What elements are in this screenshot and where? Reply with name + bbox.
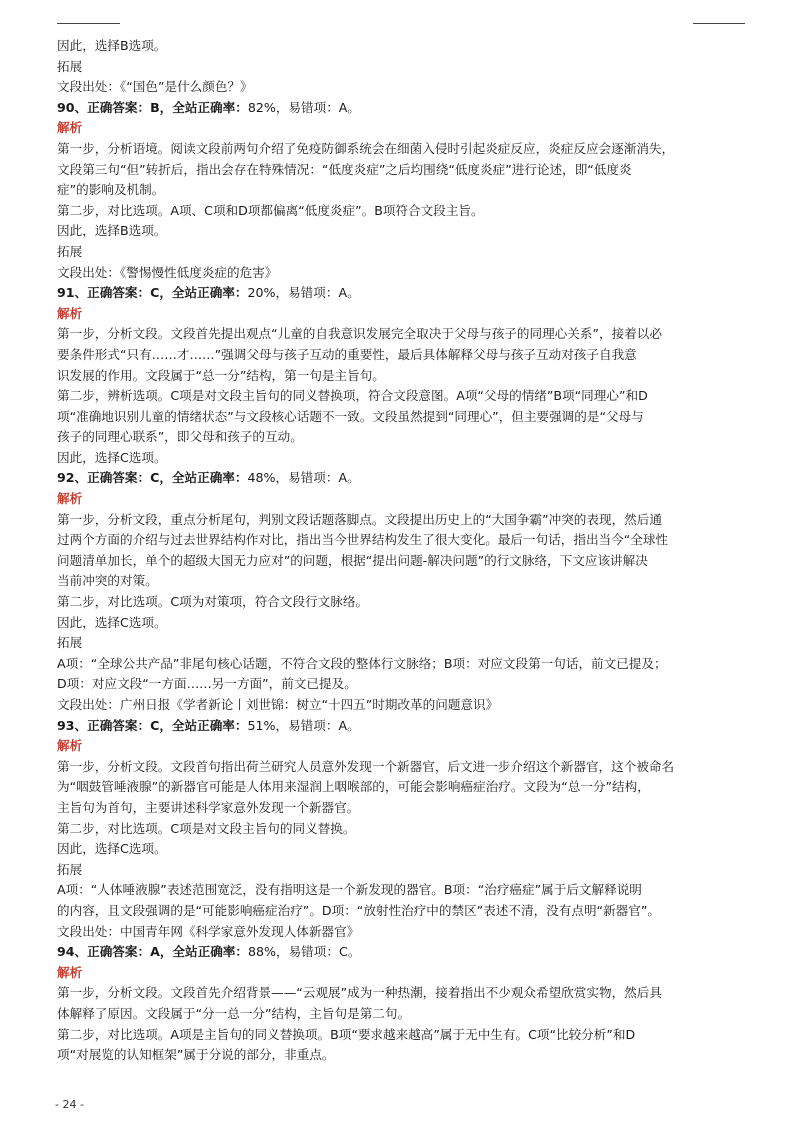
text-line: [57, 983, 747, 1004]
analysis-heading: [57, 118, 747, 139]
line-text: 项“对展览的认知框架”属于分说的部分，非重点。: [57, 1047, 335, 1063]
line-text: 第一步，分析文段。文段首先提出观点“儿童的自我意识发展完全取决于父母与孩子的同理心关系”，接着以必: [57, 326, 662, 342]
line-text: 解析: [57, 305, 83, 321]
answer-line: [57, 716, 747, 737]
text-line: [57, 860, 747, 881]
answer-stats: 51%，易错项：A。: [247, 717, 360, 733]
answer-line: [57, 468, 747, 489]
line-text: 第二步，对比选项。A项、C项和D项都偏离“低度炎症”。B项符合文段主旨。: [57, 202, 484, 218]
text-line: [57, 757, 747, 778]
text-line: [57, 777, 747, 798]
answer-stats: 82%，易错项：A。: [247, 99, 361, 115]
line-text: 第一步，分析文段。文段首先介绍背景——“云观展”成为一种热潮，接着指出不少观众希望欣赏实物，然后具: [57, 985, 662, 1001]
line-text: 92、正确答案：C，全站正确率：: [57, 470, 248, 486]
answer-line: [57, 942, 747, 963]
analysis-heading: [57, 304, 747, 325]
text-line: [57, 448, 747, 469]
text-line: [57, 901, 747, 922]
text-line: [57, 180, 747, 201]
analysis-heading: [57, 489, 747, 510]
line-text: 解析: [57, 964, 83, 980]
line-text: 第一步，分析文段。文段首句指出荷兰研究人员意外发现一个新器官，后文进一步介绍这个新器官，这个被命名: [57, 758, 675, 774]
header-rule-left: [57, 23, 120, 24]
line-text: 因此，选择C选项。: [57, 841, 167, 857]
line-text: 93、正确答案：C，全站正确率：: [57, 717, 248, 733]
line-text: 第二步，对比选项。C项为对策项，符合文段行文脉络。: [57, 594, 369, 610]
line-text: A项：“全球公共产品”非尾句核心话题，不符合文段的整体行文脉络；B项：对应文段第一句话，前文已提及；: [57, 655, 667, 671]
text-line: [57, 1004, 747, 1025]
answer-stats: 88%，易错项：C。: [248, 944, 361, 960]
line-text: 第二步，对比选项。C项是对文段主旨句的同义替换。: [57, 820, 356, 836]
answer-stats: 48%，易错项：A。: [247, 470, 360, 486]
answer-stats: 20%，易错项：A。: [247, 285, 360, 301]
text-line: [57, 839, 747, 860]
line-text: 症”的影响及机制。: [57, 182, 165, 198]
line-text: 文段出处：广州日报《学者新论丨刘世锦：树立“十四五”时期改革的问题意识》: [57, 697, 499, 712]
text-line: [57, 386, 747, 407]
line-text: 文段出处：《警惕慢性低度炎症的危害》: [57, 264, 278, 280]
text-line: [57, 36, 747, 57]
line-text: 要条件形式“只有……才……”强调父母与孩子互动的重要性，最后具体解释父母与孩子互动对孩子自我意: [57, 346, 637, 362]
line-text: 文段第三句“但”转折后，指出会存在特殊情况：“低度炎症”之后均围绕“低度炎症”进行论述，即“低度炎: [57, 161, 632, 177]
text-line: [57, 366, 747, 387]
line-text: 94、正确答案：A，全站正确率：: [57, 944, 248, 960]
text-line: [57, 551, 747, 572]
answer-line: [57, 283, 747, 304]
line-text: D项：对应文段“一方面……另一方面”，前文已提及。: [57, 676, 357, 692]
text-line: [57, 345, 747, 366]
line-text: 拓展: [57, 243, 83, 259]
line-text: 第一步，分析语境。阅读文段前两句介绍了免疫防御系统会在细菌入侵时引起炎症反应，炎症反应会逐渐消失，: [57, 140, 675, 156]
page-number: - 24 -: [55, 1098, 84, 1111]
text-line: [57, 77, 747, 98]
text-line: [57, 139, 747, 160]
line-text: 第二步，辨析选项。C项是对文段主旨句的同义替换项，符合文段意图。A项“父母的情绪”B项“同理心”和D: [57, 388, 648, 404]
line-text: 识发展的作用。文段属于“总一分”结构，第一句是主旨句。: [57, 367, 385, 383]
document-body: [57, 36, 747, 1066]
line-text: 拓展: [57, 861, 83, 877]
answer-line: [57, 98, 747, 119]
text-line: [57, 510, 747, 531]
text-line: [57, 263, 747, 284]
line-text: 因此，选择C选项。: [57, 614, 167, 630]
line-text: A项：“人体唾液腺”表述范围宽泛，没有指明这是一个新发现的器官。B项：“治疗癌症”属于后文解释说明: [57, 882, 642, 898]
line-text: 文段出处：《“国色”是什么颜色？》: [57, 79, 253, 95]
text-line: [57, 695, 747, 716]
text-line: [57, 922, 747, 943]
text-line: [57, 407, 747, 428]
line-text: 问题清单加长，单个的超级大国无力应对”的问题，根据“提出问题-解决问题”的行文脉络，下文应该讲解决: [57, 552, 648, 568]
line-text: 因此，选择B选项。: [57, 223, 167, 239]
line-text: 拓展: [57, 58, 83, 74]
line-text: 解析: [57, 738, 83, 754]
line-text: 体解释了原因。文段属于“分一总一分”结构，主旨句是第二句。: [57, 1005, 411, 1021]
text-line: [57, 674, 747, 695]
line-text: 过两个方面的介绍与过去世界结构作对比，指出当今世界结构发生了很大变化。最后一句话，指出当今“全球性: [57, 532, 669, 548]
line-text: 因此，选择B选项。: [57, 38, 167, 53]
line-text: 解析: [57, 491, 83, 507]
text-line: [57, 613, 747, 634]
line-text: 90、正确答案：B，全站正确率：: [57, 99, 248, 115]
text-line: [57, 201, 747, 222]
text-line: [57, 798, 747, 819]
line-text: 主旨句为首句，主要讲述科学家意外发现一个新器官。: [57, 799, 360, 815]
line-text: 因此，选择C选项。: [57, 449, 167, 465]
text-line: [57, 819, 747, 840]
line-text: 的内容，且文段强调的是“可能影响癌症治疗”。D项：“放射性治疗中的禁区”表述不清，没有点明“新器官”。: [57, 902, 660, 918]
text-line: [57, 633, 747, 654]
text-line: [57, 427, 747, 448]
line-text: 文段出处：中国青年网《科学家意外发现人体新器官》: [57, 923, 360, 939]
line-text: 项“准确地识别儿童的情绪状态”与文段核心话题不一致。文段虽然提到“同理心”，但主要强调的是“父母与: [57, 408, 644, 424]
text-line: [57, 571, 747, 592]
header-rule-right: [693, 23, 745, 24]
analysis-heading: [57, 963, 747, 984]
text-line: [57, 880, 747, 901]
line-text: 拓展: [57, 635, 83, 651]
line-text: 孩子的同理心联系”，即父母和孩子的互动。: [57, 429, 303, 445]
text-line: [57, 160, 747, 181]
analysis-heading: [57, 736, 747, 757]
text-line: [57, 530, 747, 551]
text-line: [57, 242, 747, 263]
text-line: [57, 654, 747, 675]
text-line: [57, 221, 747, 242]
text-line: [57, 592, 747, 613]
line-text: 91、正确答案：C，全站正确率：: [57, 285, 248, 301]
line-text: 当前冲突的对策。: [57, 573, 158, 589]
line-text: 解析: [57, 120, 83, 136]
text-line: [57, 1025, 747, 1046]
line-text: 第二步，对比选项。A项是主旨句的同义替换项。B项“要求越来越高”属于无中生有。C项“比较分析”和D: [57, 1026, 636, 1042]
text-line: [57, 324, 747, 345]
line-text: 第一步，分析文段，重点分析尾句，判别文段话题落脚点。文段提出历史上的“大国争霸”冲突的表现，然后通: [57, 511, 662, 527]
line-text: 为“咽鼓管唾液腺”的新器官可能是人体用来湿润上咽喉部的，可能会影响癌症治疗。文段为“总一分”结构，: [57, 779, 650, 795]
text-line: [57, 57, 747, 78]
text-line: [57, 1045, 747, 1066]
